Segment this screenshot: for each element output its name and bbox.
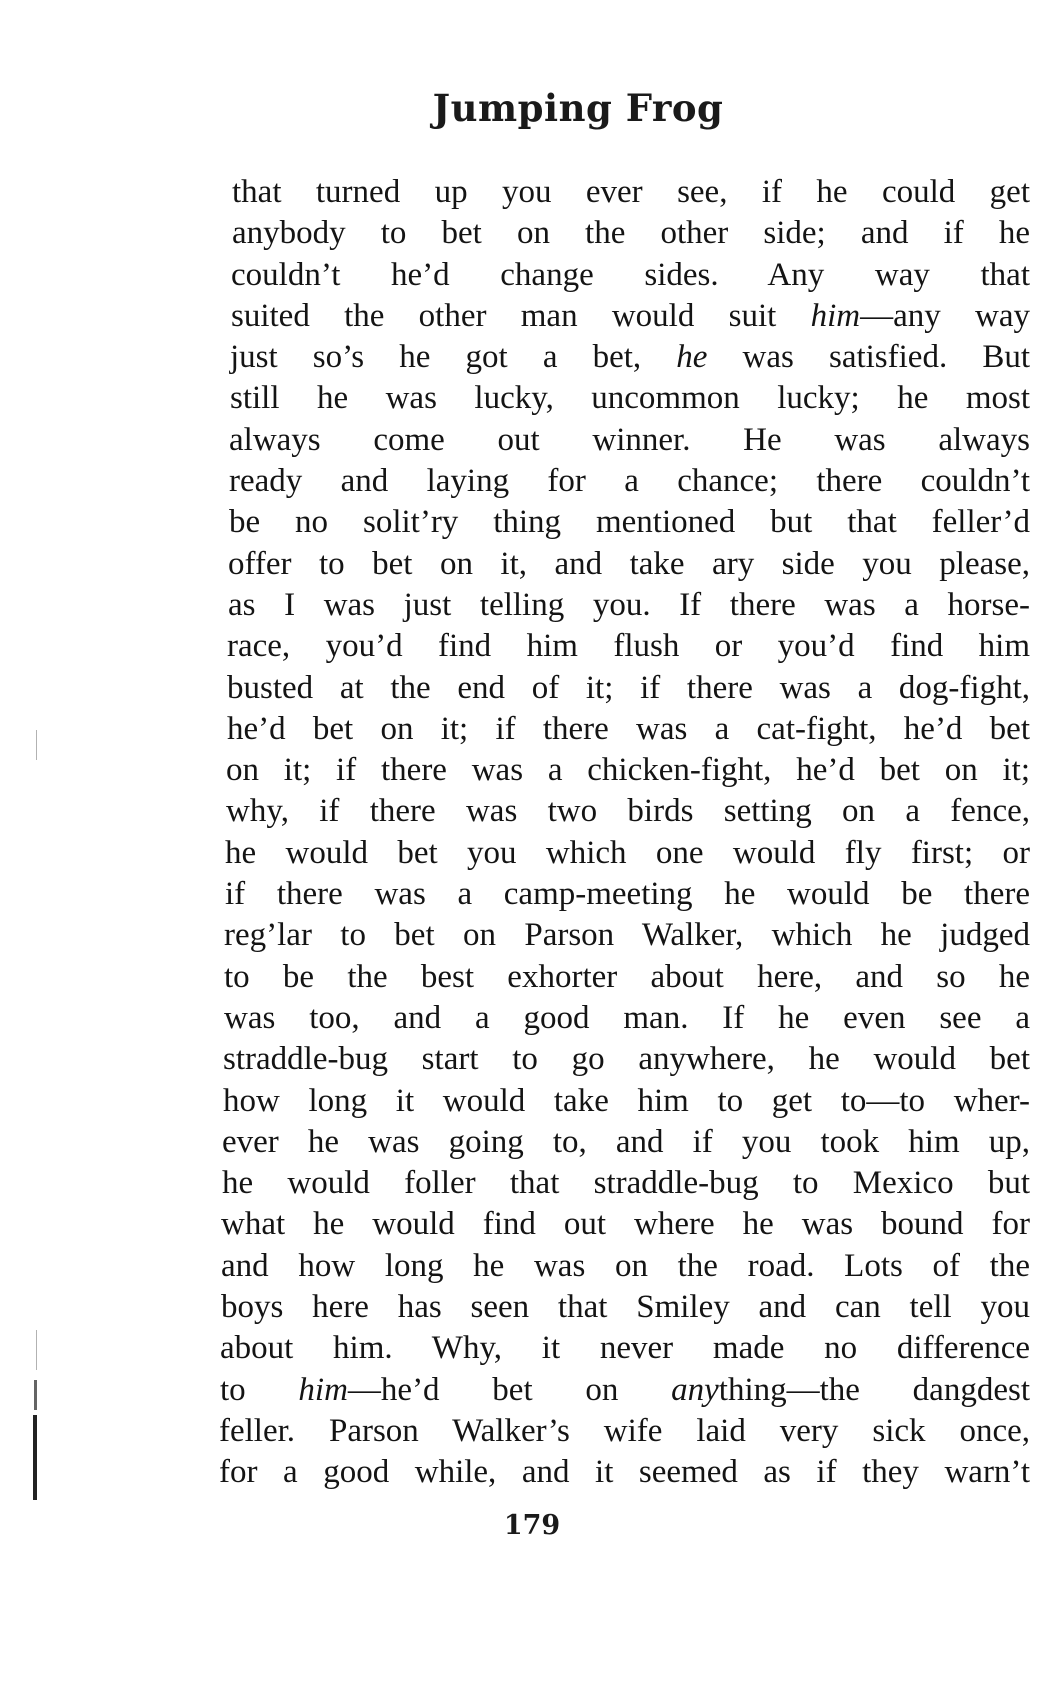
- text-line: straddle-bug start to go anywhere, he would bet: [223, 1041, 1030, 1078]
- italic-emphasis: any: [671, 1371, 719, 1408]
- text-line: as I was just telling you. If there was a horse-: [228, 586, 1030, 623]
- text-line: he’d bet on it; if there was a cat-fight, he’d bet: [227, 710, 1030, 747]
- text-line: how long it would take him to get to—to wher-: [223, 1082, 1030, 1119]
- text-line: ready and laying for a chance; there couldn’t: [229, 463, 1030, 500]
- text-line: suited the other man would suit him—any way: [231, 297, 1030, 334]
- text-line: be no solit’ry thing mentioned but that feller’d: [229, 504, 1030, 541]
- italic-emphasis: him: [298, 1371, 348, 1408]
- text-line: offer to bet on it, and take ary side you please,: [228, 545, 1030, 582]
- text-line: reg’lar to bet on Parson Walker, which he judged: [224, 917, 1030, 954]
- text-line: that turned up you ever see, if he could get: [232, 174, 1030, 210]
- text-line: for a good while, and it seemed as if they warn’t: [219, 1454, 1030, 1491]
- scan-mark: [36, 1330, 37, 1370]
- text-line: just so’s he got a bet, he was satisfied. But: [230, 339, 1030, 376]
- text-line: always come out winner. He was always: [229, 421, 1030, 458]
- text-line: he would foller that straddle-bug to Mexico but: [222, 1165, 1030, 1202]
- text-line: feller. Parson Walker’s wife laid very sick once,: [219, 1412, 1030, 1449]
- italic-emphasis: him: [810, 297, 861, 334]
- text-line: busted at the end of it; if there was a dog-fight,: [227, 669, 1030, 706]
- text-line: to be the best exhorter about here, and so he: [224, 958, 1030, 995]
- text-line: couldn’t he’d change sides. Any way that: [231, 256, 1030, 293]
- text-line: to him—he’d bet on anything—the dangdest: [220, 1371, 1030, 1408]
- text-line: was too, and a good man. If he even see a: [224, 999, 1030, 1036]
- text-line: anybody to bet on the other side; and if he: [232, 215, 1030, 252]
- scan-mark: [33, 1415, 37, 1500]
- text-line: he would bet you which one would fly first; or: [225, 834, 1030, 871]
- text-line: what he would find out where he was bound for: [221, 1206, 1030, 1243]
- text-line: on it; if there was a chicken-fight, he’d bet on it;: [226, 752, 1030, 789]
- running-head: Jumping Frog: [432, 86, 724, 130]
- text-line: if there was a camp-meeting he would be there: [225, 876, 1030, 913]
- text-line: boys here has seen that Smiley and can tell you: [221, 1289, 1030, 1326]
- text-line: and how long he was on the road. Lots of the: [221, 1247, 1030, 1284]
- body-text: [219, 172, 1030, 1494]
- text-line: race, you’d find him flush or you’d find him: [227, 628, 1030, 665]
- scan-mark: [36, 730, 37, 760]
- italic-emphasis: he: [676, 339, 708, 376]
- page-number: 179: [503, 1510, 561, 1541]
- text-line: about him. Why, it never made no difference: [220, 1330, 1030, 1367]
- text-line: why, if there was two birds setting on a fence,: [226, 793, 1030, 830]
- scan-mark: [34, 1380, 37, 1410]
- text-line: ever he was going to, and if you took him up,: [222, 1123, 1030, 1160]
- text-line: still he was lucky, uncommon lucky; he most: [230, 380, 1030, 417]
